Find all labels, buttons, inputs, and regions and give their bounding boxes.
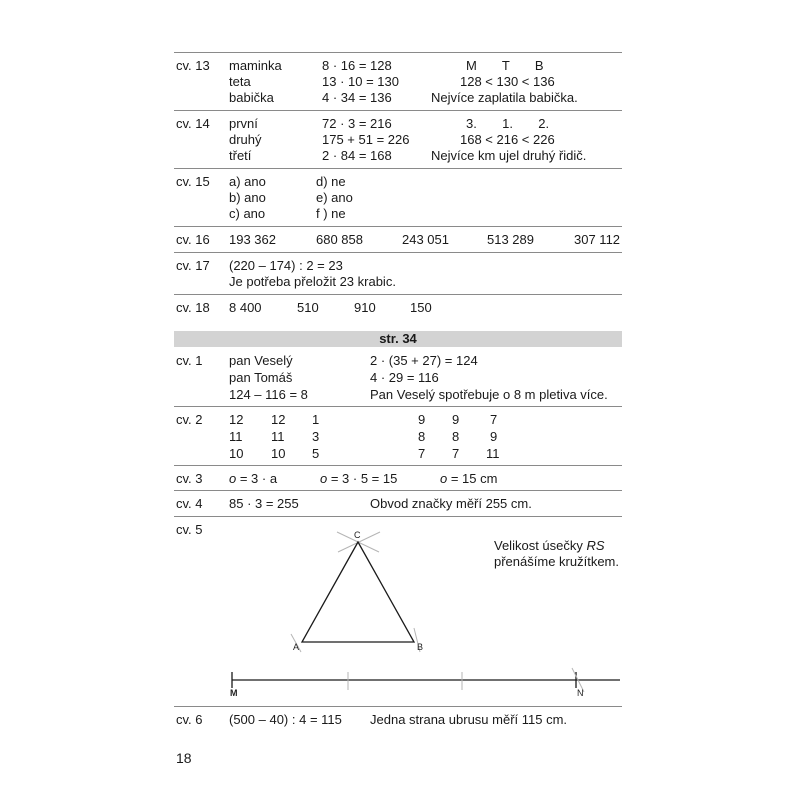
- driver-label: první: [229, 116, 258, 131]
- exercise-label: cv. 18: [176, 300, 210, 315]
- driver-label: třetí: [229, 148, 252, 163]
- grid-cell: 9: [452, 412, 460, 427]
- number-value: 243 051: [402, 232, 449, 247]
- variable-o: o: [229, 471, 237, 486]
- grid-cell: 12: [229, 412, 244, 427]
- grid-cell: 9: [490, 429, 498, 444]
- number-value: 910: [354, 300, 376, 315]
- segment-label-n: N: [577, 688, 584, 698]
- number-value: 513 289: [487, 232, 534, 247]
- vertex-label-c: C: [354, 530, 361, 540]
- exercise-label: cv. 16: [176, 232, 210, 247]
- ranking-letters: M T B: [466, 58, 544, 73]
- formula-rest: = 3 · a: [236, 471, 278, 486]
- grid-cell: 8: [452, 429, 460, 444]
- grid-cell: 12: [271, 412, 286, 427]
- construction-note: přenášíme kružítkem.: [494, 554, 619, 569]
- grid-cell: 11: [486, 446, 500, 461]
- exercise-label: cv. 17: [176, 258, 210, 273]
- equation: 124 – 116 = 8: [229, 387, 308, 402]
- exercise-label: cv. 4: [176, 496, 203, 511]
- answer-sentence: Nejvíce zaplatila babička.: [431, 90, 578, 105]
- equation: 4 · 29 = 116: [370, 370, 439, 385]
- compass-arcs: [291, 532, 420, 652]
- answer-sentence: Nejvíce km ujel druhý řidič.: [431, 148, 587, 163]
- variable-o: o: [440, 471, 448, 486]
- person-name: pan Veselý: [229, 353, 293, 368]
- formula-rest: = 3 · 5 = 15: [327, 471, 398, 486]
- triangle: [302, 542, 414, 642]
- equation: (500 – 40) : 4 = 115: [229, 712, 342, 727]
- number-value: 510: [297, 300, 319, 315]
- section-title: str. 34: [379, 331, 417, 346]
- exercise-label: cv. 3: [176, 471, 203, 486]
- answer-sentence: Obvod značky měří 255 cm.: [370, 496, 532, 511]
- segment-label-m: M: [230, 688, 238, 698]
- variable-o: o: [320, 471, 328, 486]
- exercise-label: cv. 13: [176, 58, 210, 73]
- person-name: maminka: [229, 58, 282, 73]
- comparison: 128 < 130 < 136: [460, 74, 555, 89]
- answer-item: a) ano: [229, 174, 266, 189]
- number-value: 8 400: [229, 300, 262, 315]
- answer-item: d) ne: [316, 174, 346, 189]
- answer-sentence: Jedna strana ubrusu měří 115 cm.: [370, 712, 568, 727]
- ranking-numbers: 3. 1. 2.: [466, 116, 550, 131]
- person-name: babička: [229, 90, 274, 105]
- formula-rest: = 15 cm: [447, 471, 498, 486]
- answer-item: f ) ne: [316, 206, 346, 221]
- equation: 4 · 34 = 136: [322, 90, 392, 105]
- grid-cell: 9: [418, 412, 426, 427]
- equation: 175 + 51 = 226: [322, 132, 410, 147]
- answer-sentence: Je potřeba přeložit 23 krabic.: [229, 274, 396, 289]
- answer-item: c) ano: [229, 206, 266, 221]
- equation: 85 · 3 = 255: [229, 496, 299, 511]
- exercise-label: cv. 6: [176, 712, 203, 727]
- grid-cell: 1: [312, 412, 320, 427]
- divider: [174, 706, 622, 707]
- grid-cell: 7: [490, 412, 498, 427]
- grid-cell: 3: [312, 429, 320, 444]
- equation: 8 · 16 = 128: [322, 58, 392, 73]
- vertex-label-b: B: [417, 642, 424, 652]
- grid-cell: 11: [271, 429, 285, 444]
- number-value: 680 858: [316, 232, 363, 247]
- answer-item: b) ano: [229, 190, 266, 205]
- exercise-label: cv. 1: [176, 353, 203, 368]
- equation: 13 · 10 = 130: [322, 74, 399, 89]
- person-name: teta: [229, 74, 251, 89]
- exercise-label: cv. 5: [176, 522, 203, 537]
- grid-cell: 10: [229, 446, 244, 461]
- note-text: Velikost úsečky: [494, 538, 587, 553]
- equation: (220 – 174) : 2 = 23: [229, 258, 343, 273]
- exercise-label: cv. 15: [176, 174, 210, 189]
- answer-sentence: Pan Veselý spotřebuje o 8 m pletiva více.: [370, 387, 608, 402]
- vertex-label-a: A: [293, 642, 300, 652]
- exercise-label: cv. 14: [176, 116, 210, 131]
- grid-cell: 11: [229, 429, 243, 444]
- page-number: 18: [176, 750, 192, 766]
- answer-item: e) ano: [316, 190, 353, 205]
- driver-label: druhý: [229, 132, 262, 147]
- segment-name: RS: [586, 538, 605, 553]
- equation: 72 · 3 = 216: [322, 116, 392, 131]
- number-value: 150: [410, 300, 432, 315]
- exercise-label: cv. 2: [176, 412, 203, 427]
- person-name: pan Tomáš: [229, 370, 293, 385]
- grid-cell: 8: [418, 429, 426, 444]
- number-value: 193 362: [229, 232, 276, 247]
- equation: 2 · 84 = 168: [322, 148, 392, 163]
- grid-cell: 7: [418, 446, 426, 461]
- number-value: 307 112: [574, 232, 621, 247]
- equation: 2 · (35 + 27) = 124: [370, 353, 478, 368]
- grid-cell: 5: [312, 446, 320, 461]
- grid-cell: 10: [271, 446, 286, 461]
- grid-cell: 7: [452, 446, 460, 461]
- comparison: 168 < 216 < 226: [460, 132, 555, 147]
